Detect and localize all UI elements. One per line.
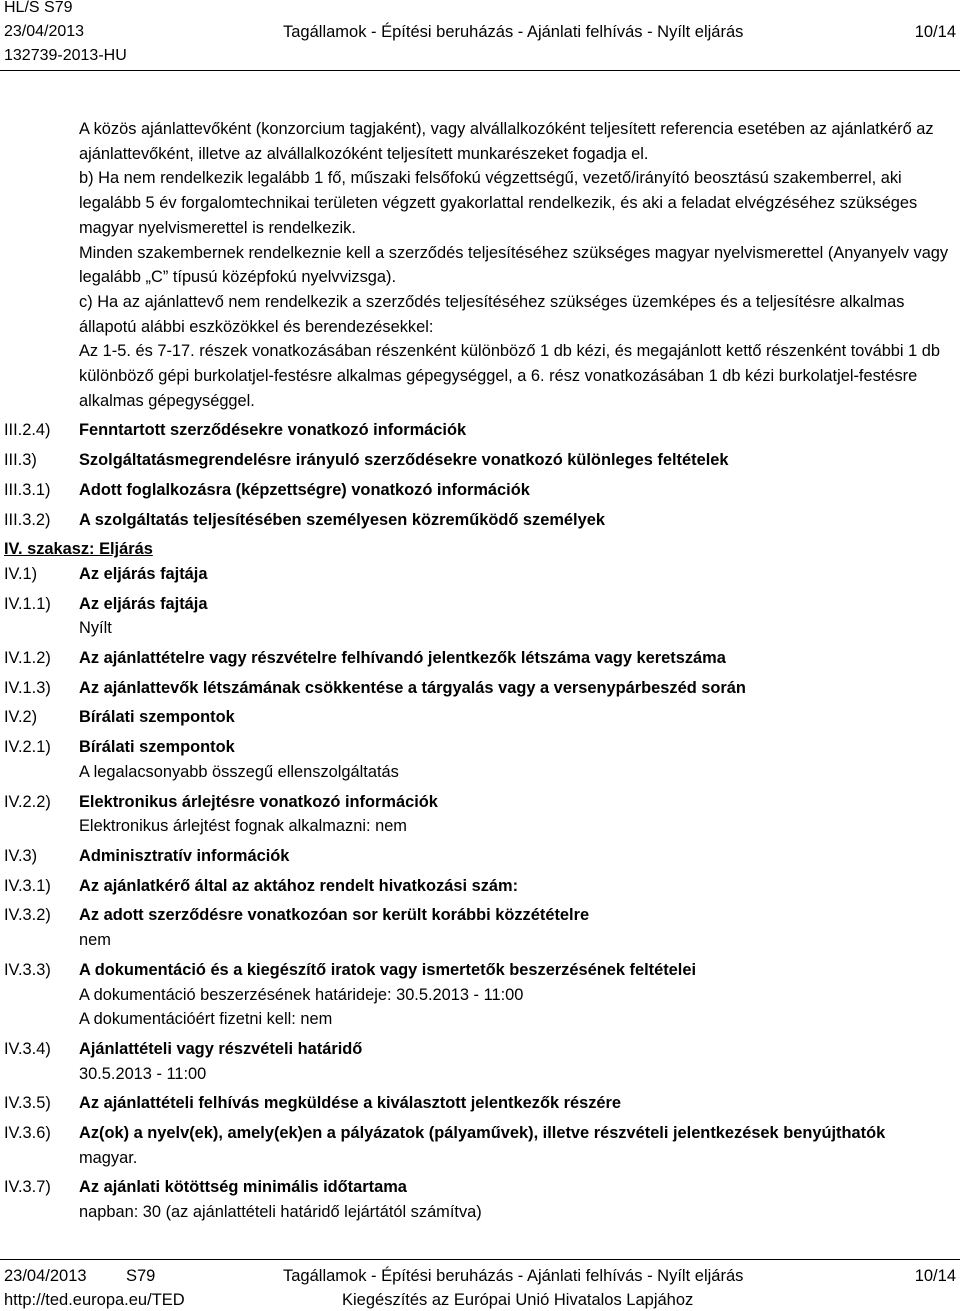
section-iv-2 [0,705,960,730]
section-label: IV.1) [4,564,38,583]
section-label: III.3) [4,451,37,470]
section-iv-3-7 [0,1175,960,1224]
section-iv-title: IV. szakasz: Eljárás [4,540,153,559]
section-label: IV.3.4) [4,1039,51,1058]
journal-code: HL/S S79 [4,0,73,16]
section-iv-3-6 [0,1121,960,1170]
section-heading: Szolgáltatásmegrendelésre irányuló szerződésekre vonatkozó különleges feltételek [79,451,729,470]
section-iv-2-2 [0,790,960,839]
section-heading: A szolgáltatás teljesítésében személyesen közreműködő személyek [79,510,605,529]
section-label: IV.3.2) [4,906,51,925]
section-value: magyar. [79,1148,138,1167]
footer-page-number: 10/14 [914,1267,956,1285]
section-iii-3 [0,448,960,473]
section-label: IV.1.2) [4,649,51,668]
section-heading: Az(ok) a nyelv(ek), amely(ek)en a pályázatok (pályaművek), illetve részvételi jelentkezések benyújthatók [79,1124,886,1143]
section-label: III.3.1) [4,480,51,499]
section-value: nem [79,931,111,950]
paragraph: c) Ha az ajánlattevő nem rendelkezik a szerződés teljesítéséhez szükséges üzemképes és a teljesítésre alkalmas állapotú alábbi eszközökkel és berendezésekkel: [79,292,905,336]
section-label: IV.2.1) [4,738,51,757]
section-value: A legalacsonyabb összegű ellenszolgáltatás [79,762,399,781]
paragraph: Az 1-5. és 7-17. részek vonatkozásában részenként különböző 1 db kézi, és megajánlott kettő részenként további 1 db különböző gépi burkolatjel-festésre alkalmas gépegységgel, a 6. rész vonatkozásában 1 db kézi burkolatjel-festésre alkalmas gépegységgel. [79,342,941,410]
section-heading: Elektronikus árlejtésre vonatkozó információk [79,792,438,811]
section-iv-1 [0,562,960,587]
section-label: IV.2) [4,708,38,727]
document-body [0,117,960,1225]
section-iv-3-5 [0,1091,960,1116]
section-iii-2-4 [0,418,960,443]
section-heading: Az ajánlatkérő által az aktához rendelt hivatkozási szám: [79,876,519,895]
section-label: IV.3.6) [4,1124,51,1143]
section-heading: Bírálati szempontok [79,708,235,727]
header-title: Tagállamok - Építési beruházás - Ajánlati felhívás - Nyílt eljárás [283,23,744,41]
section-label: III.3.2) [4,510,51,529]
section-heading: Adott foglalkozásra (képzettségre) vonatkozó információk [79,480,530,499]
section-label: IV.3) [4,846,38,865]
section-value: A dokumentációért fizetni kell: nem [79,1010,333,1029]
section-iii-3-1 [0,478,960,503]
header-date: 23/04/2013 [4,23,85,40]
paragraph: A közös ajánlattevőként (konzorcium tagjaként), vagy alvállalkozóként teljesített referencia esetében az ajánlatkérő az ajánlattevőként, illetve az alvállalkozóként teljesített munkarészeket fogadja el. [79,120,934,163]
footer-divider [0,1259,960,1260]
section-iv-1-1 [0,592,960,641]
section-iv-3-2 [0,903,960,952]
section-heading: Ajánlattételi vagy részvételi határidő [79,1039,363,1058]
section-iv-1-2 [0,646,960,671]
section-label: IV.2.2) [4,792,51,811]
footer-journal: Kiegészítés az Európai Unió Hivatalos Lapjához [342,1291,694,1309]
section-heading: Az ajánlattételi felhívás megküldése a kiválasztott jelentkezők részére [79,1094,622,1113]
section-heading: Az eljárás fajtája [79,564,208,583]
section-heading: Az adott szerződésre vonatkozóan sor került korábbi közzétételre [79,906,590,925]
header-divider [0,70,960,71]
paragraph: b) Ha nem rendelkezik legalább 1 fő, műszaki felsőfokú végzettségű, vezető/irányító beosztású szakemberrel, aki legalább 5 év forgalomtechnikai területen végzett gyakorlattal rendelkezik, és aki a feladat elvégzéséhez szükséges magyar nyelvismerettel is rendelkezik. [79,169,918,237]
section-iv-1-3 [0,676,960,701]
section-heading: Az ajánlattételre vagy részvételre felhívandó jelentkezők létszáma vagy keretszáma [79,649,726,668]
section-iii-3-2 [0,508,960,533]
section-iv-3 [0,844,960,869]
footer-series: S79 [126,1267,156,1285]
paragraph: Minden szakembernek rendelkeznie kell a szerződés teljesítéséhez szükséges magyar nyelvismerettel (Anyanyelv vagy legalább „C” típusú középfokú nyelvvizsga). [79,243,949,287]
section-label: IV.3.1) [4,876,51,895]
header-page-number: 10/14 [914,23,956,41]
section-iv-3-3 [0,958,960,1032]
section-label: IV.3.3) [4,960,51,979]
section-heading: A dokumentáció és a kiegészítő iratok vagy ismertetők beszerzésének feltételei [79,960,697,979]
section-heading: Az ajánlattevők létszámának csökkentése a tárgyalás vagy a versenypárbeszéd során [79,678,746,697]
section-value: 30.5.2013 - 11:00 [79,1064,207,1083]
footer-url-link[interactable]: http://ted.europa.eu/TED [4,1291,185,1309]
footer-title: Tagállamok - Építési beruházás - Ajánlati felhívás - Nyílt eljárás [283,1267,744,1285]
section-heading: Bírálati szempontok [79,738,235,757]
section-iv-3-1 [0,874,960,899]
section-heading: Az eljárás fajtája [79,594,208,613]
section-heading: Az ajánlati kötöttség minimális időtartama [79,1178,407,1197]
section-heading: Fenntartott szerződésekre vonatkozó információk [79,421,467,440]
section-value: Nyílt [79,619,112,638]
section-label: III.2.4) [4,421,51,440]
section-value: Elektronikus árlejtést fognak alkalmazni: nem [79,817,407,836]
notice-number: 132739-2013-HU [4,47,127,64]
section-value: napban: 30 (az ajánlattételi határidő lejártától számítva) [79,1203,482,1222]
section-label: IV.3.7) [4,1178,51,1197]
section-iv-2-1 [0,735,960,784]
section-label: IV.3.5) [4,1094,51,1113]
section-iv-3-4 [0,1037,960,1086]
section-label: IV.1.1) [4,594,51,613]
intro-paragraphs [0,117,960,413]
footer-date: 23/04/2013 [4,1267,87,1285]
section-label: IV.1.3) [4,678,51,697]
section-value: A dokumentáció beszerzésének határideje: 30.5.2013 - 11:00 [79,985,524,1004]
section-heading: Adminisztratív információk [79,846,290,865]
